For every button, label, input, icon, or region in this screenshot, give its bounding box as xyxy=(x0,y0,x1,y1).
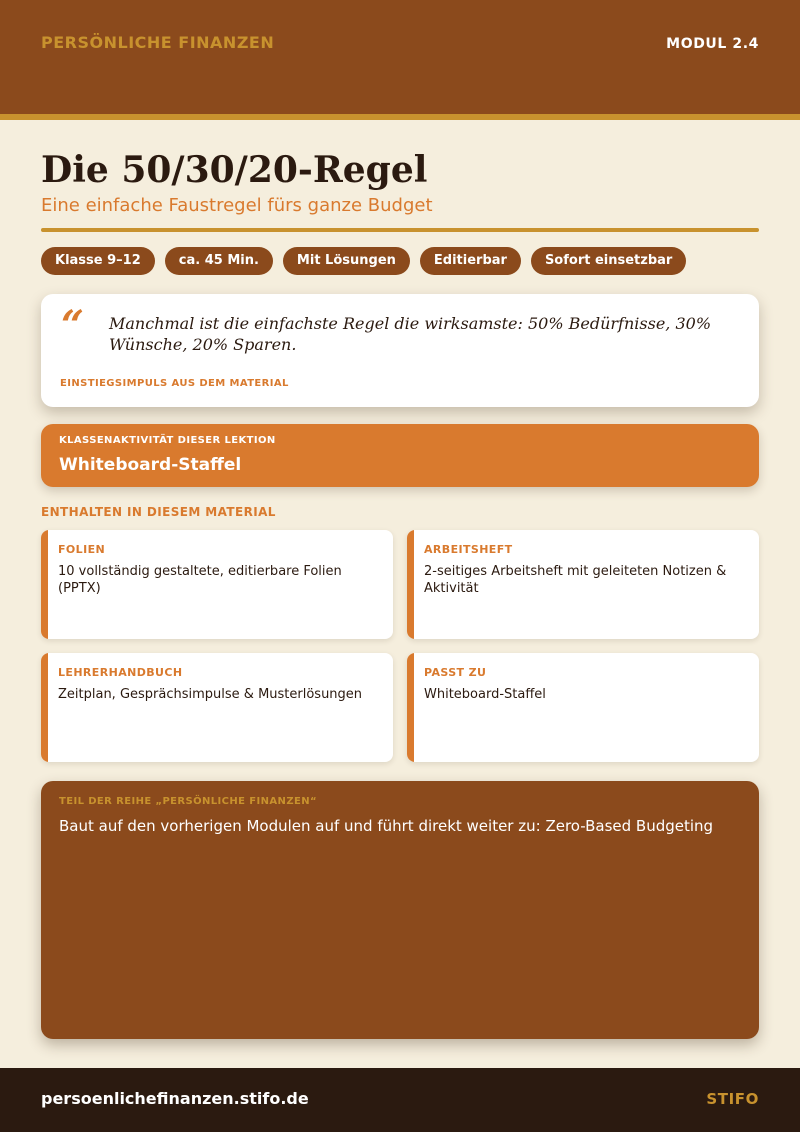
content-card-teacher-guide xyxy=(41,653,393,762)
series-label: TEIL DER REIHE „PERSÖNLICHE FINANZEN“ xyxy=(59,796,317,807)
card-accent-bar xyxy=(41,653,48,762)
card-text: Zeitplan, Gesprächsimpulse & Musterlösungen xyxy=(58,687,363,702)
quote-card xyxy=(41,294,759,407)
tag-editable: Editierbar xyxy=(420,247,521,275)
footer-bar xyxy=(0,1068,800,1132)
tag-list xyxy=(41,247,686,275)
activity-label: KLASSENAKTIVITÄT DIESER LEKTION xyxy=(59,435,276,446)
content-card-matches xyxy=(407,653,759,762)
card-label: PASST ZU xyxy=(424,666,487,679)
series-card xyxy=(41,781,759,1039)
tag-solutions: Mit Lösungen xyxy=(283,247,410,275)
header-divider-stripe xyxy=(0,114,800,120)
tag-grade: Klasse 9–12 xyxy=(41,247,155,275)
activity-name: Whiteboard-Staffel xyxy=(59,455,242,475)
card-label: LEHRERHANDBUCH xyxy=(58,666,183,679)
series-text: Baut auf den vorherigen Modulen auf und führt direkt weiter zu: Zero-Based Budgeting xyxy=(59,817,714,835)
card-text: 10 vollständig gestaltete, editierbare Folien (PPTX) xyxy=(58,564,342,596)
module-label: MODUL 2.4 xyxy=(666,36,759,52)
series-title: PERSÖNLICHE FINANZEN xyxy=(41,33,275,52)
activity-card xyxy=(41,424,759,487)
tag-duration: ca. 45 Min. xyxy=(165,247,273,275)
quote-text: Manchmal ist die einfachste Regel die wirksamste: 50% Bedürfnisse, 30% Wünsche, 20% Sparen. xyxy=(109,314,712,354)
card-accent-bar xyxy=(41,530,48,639)
content-card-slides xyxy=(41,530,393,639)
card-label: ARBEITSHEFT xyxy=(424,543,513,556)
content-card-workbook xyxy=(407,530,759,639)
header-bar xyxy=(0,0,800,114)
card-label: FOLIEN xyxy=(58,543,106,556)
card-text: 2-seitiges Arbeitsheft mit geleiteten Notizen & Aktivität xyxy=(424,564,727,596)
contents-heading: ENTHALTEN IN DIESEM MATERIAL xyxy=(41,505,276,519)
tag-ready-to-use: Sofort einsetzbar xyxy=(531,247,686,275)
card-accent-bar xyxy=(407,653,414,762)
page-subtitle: Eine einfache Faustregel fürs ganze Budget xyxy=(41,195,433,216)
card-text: Whiteboard-Staffel xyxy=(424,687,546,702)
quote-source: EINSTIEGSIMPULS AUS DEM MATERIAL xyxy=(60,378,289,389)
quote-mark-icon: “ xyxy=(61,302,85,349)
card-accent-bar xyxy=(407,530,414,639)
title-divider xyxy=(41,228,759,232)
footer-url-link[interactable]: persoenlichefinanzen.stifo.de xyxy=(41,1089,309,1108)
footer-brand-logo: STIFO xyxy=(706,1090,759,1108)
page-title: Die 50/30/20-Regel xyxy=(41,149,428,191)
